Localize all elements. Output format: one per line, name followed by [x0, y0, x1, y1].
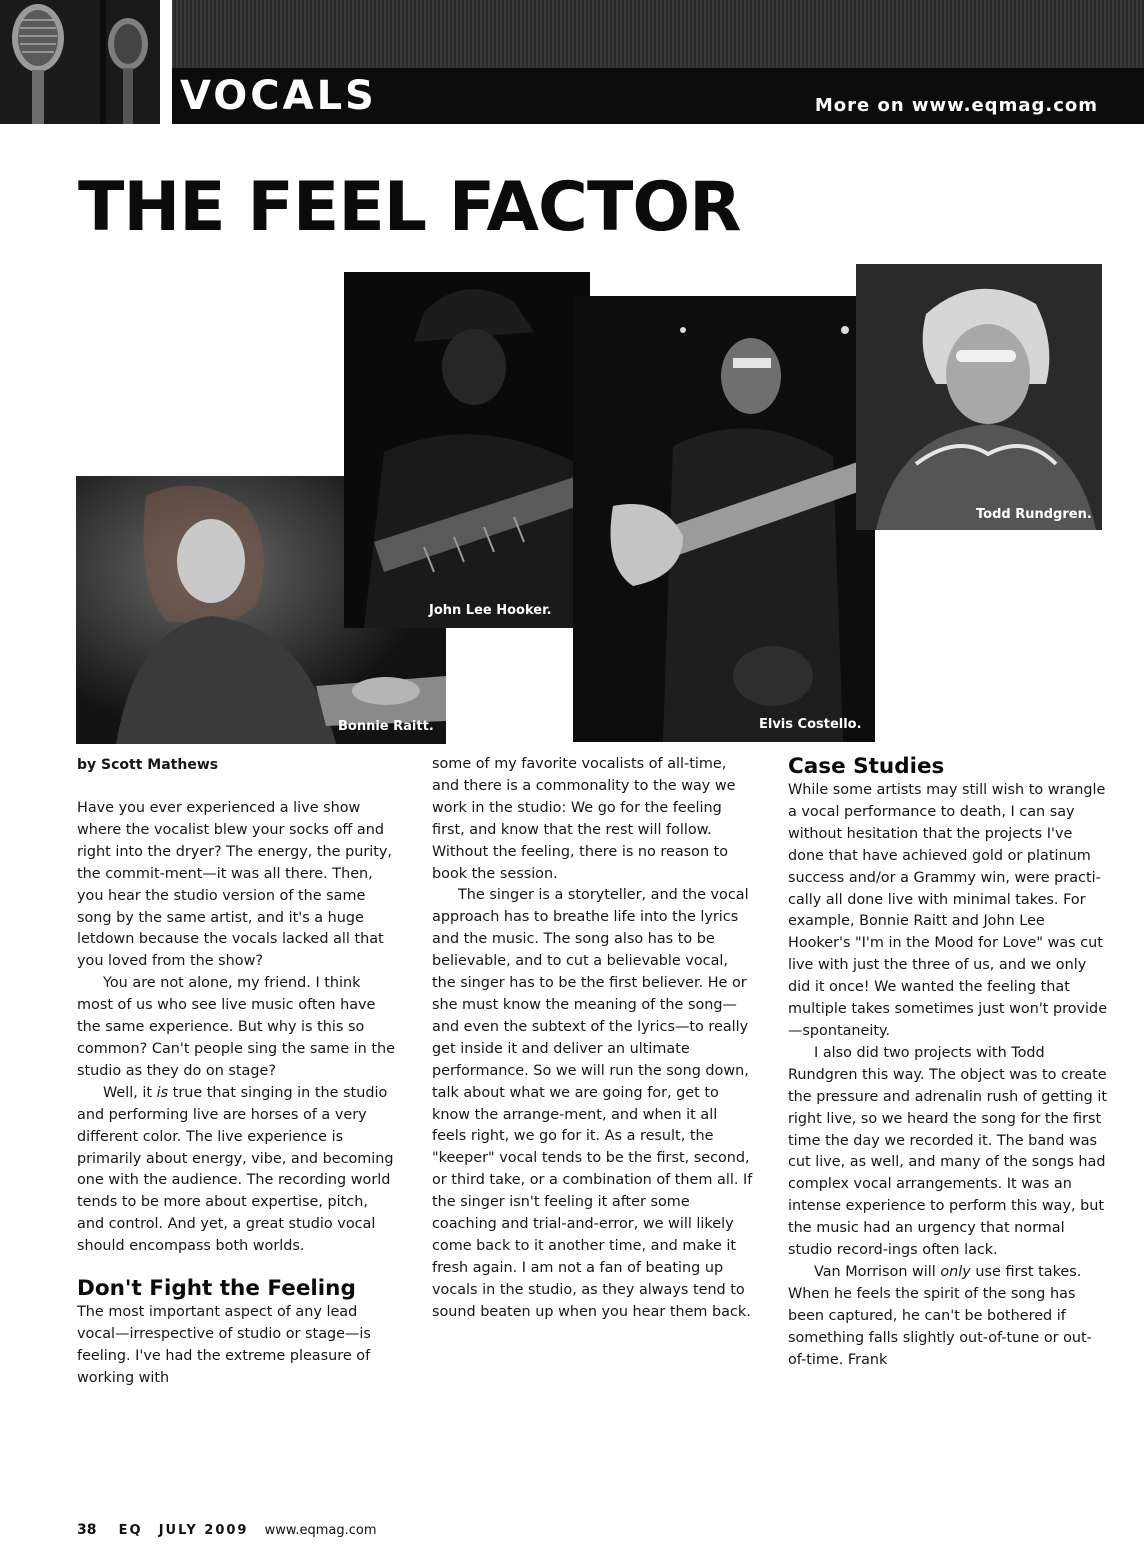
section-label: VOCALS: [180, 73, 377, 119]
footer-url[interactable]: www.eqmag.com: [264, 1523, 377, 1538]
emphasis-text: is: [156, 1084, 169, 1101]
photo-john-lee-hooker: [344, 272, 590, 628]
paragraph-text: Van Morrison will: [814, 1263, 941, 1280]
paragraph-text: true that singing in the studio and performing live are horses of a very different color. The live experience is primarily about energy, vibe, and becoming one with the audience. The recording world tends to be more about expertise, pitch, and control. And yet, a great studio vocal should encompass both worlds.: [77, 1084, 394, 1255]
paragraph: [788, 1262, 1110, 1372]
caption-todd-rundgren: Todd Rundgren.: [976, 507, 1092, 522]
article-column-1: [77, 754, 399, 1390]
paragraph: [77, 1083, 399, 1258]
emphasis-text: only: [940, 1263, 971, 1280]
paragraph: The most important aspect of any lead vocal—irrespective of studio or stage—is feeling. I've had the extreme pleasure of working with: [77, 1304, 371, 1386]
paragraph: Have you ever experienced a live show where the vocalist blew your socks off and right into the dryer? The energy, the purity, the commit-ment—it was all there. Then, you hear the studio version of the same song by the same artist, and it's a huge letdown because the vocals lacked all that you loved from the show?: [77, 800, 392, 970]
issue-date: JULY 2009: [158, 1523, 249, 1538]
caption-john-lee-hooker: John Lee Hooker.: [429, 603, 552, 618]
caption-bonnie-raitt: Bonnie Raitt.: [338, 719, 434, 734]
caption-elvis-costello: Elvis Costello.: [759, 717, 862, 732]
paragraph: some of my favorite vocalists of all-time, and there is a commonality to the way we work in the studio: We go for the feeling first, and know that the rest will follow. Without the feeling, there is no reason to book the session.: [432, 756, 736, 882]
page-footer: [77, 1521, 377, 1540]
header-microphone-photo: [0, 0, 160, 124]
photo-todd-rundgren: [856, 264, 1102, 530]
paragraph: I also did two projects with Todd Rundgren this way. The object was to create the pressure and adrenalin rush of getting it right live, so we heard the song for the first time the day we recorded it. The band was cut live, as well, and many of the songs had complex vocal arrangements. It was an intense experience to perform this way, but the music had an urgency that normal studio record-ings often lack.: [788, 1044, 1108, 1259]
article-column-2: [432, 754, 754, 1324]
more-on-link[interactable]: More on www.eqmag.com: [814, 95, 1098, 116]
paragraph: You are not alone, my friend. I think most of us who see live music often have the same experience. But why is this so common? Can't people sing the same in the studio as they do on stage?: [77, 975, 395, 1079]
article-column-3: [788, 754, 1110, 1371]
paragraph-text: Well, it: [103, 1084, 157, 1101]
subhead-case-studies: Case Studies: [788, 754, 945, 779]
byline: by Scott Mathews: [77, 757, 219, 773]
page-number: 38: [77, 1522, 97, 1538]
article-title: THE FEEL FACTOR: [78, 168, 741, 247]
paragraph: While some artists may still wish to wrangle a vocal performance to death, I can say without hesitation that the projects I've done that have achieved gold or platinum success and/or a Grammy win, were practi-cally all done live with minimal takes. For example, Bonnie Raitt and John Lee Hooker's "I'm in the Mood for Love" was cut live with just the three of us, and we only did it once! We wanted the feeling that multiple takes sometimes just won't provide—spontaneity.: [788, 782, 1108, 1039]
photo-elvis-costello: [573, 296, 875, 742]
paragraph-text: use first takes. When he feels the spirit of the song has been captured, he can't be bothered if something falls slightly out-of-tune or out-of-time. Frank: [788, 1263, 1092, 1368]
paragraph: The singer is a storyteller, and the vocal approach has to breathe life into the lyrics and the music. The song also has to be believable, and to cut a believable vocal, the singer has to be the first believer. He or she must know the meaning of the song—and even the subtext of the lyrics—to really get inside it and deliver an ultimate performance. So we will run the song down, talk about what we are going for, get to know the arrange-ment, and when it all feels right, we go for it. As a result, the "keeper" vocal tends to be the first, second, or third take, or a combination of them all. If the singer isn't feeling it after some coaching and trial-and-error, we will likely come back to it another time, and make it fresh again. I am not a fan of beating up vocals in the studio, as they always tend to sound beaten up when you hear them back.: [432, 887, 753, 1320]
header-stripe: [172, 0, 1144, 68]
subhead-dont-fight-the-feeling: Don't Fight the Feeling: [77, 1276, 356, 1302]
magazine-name: EQ: [118, 1523, 143, 1538]
